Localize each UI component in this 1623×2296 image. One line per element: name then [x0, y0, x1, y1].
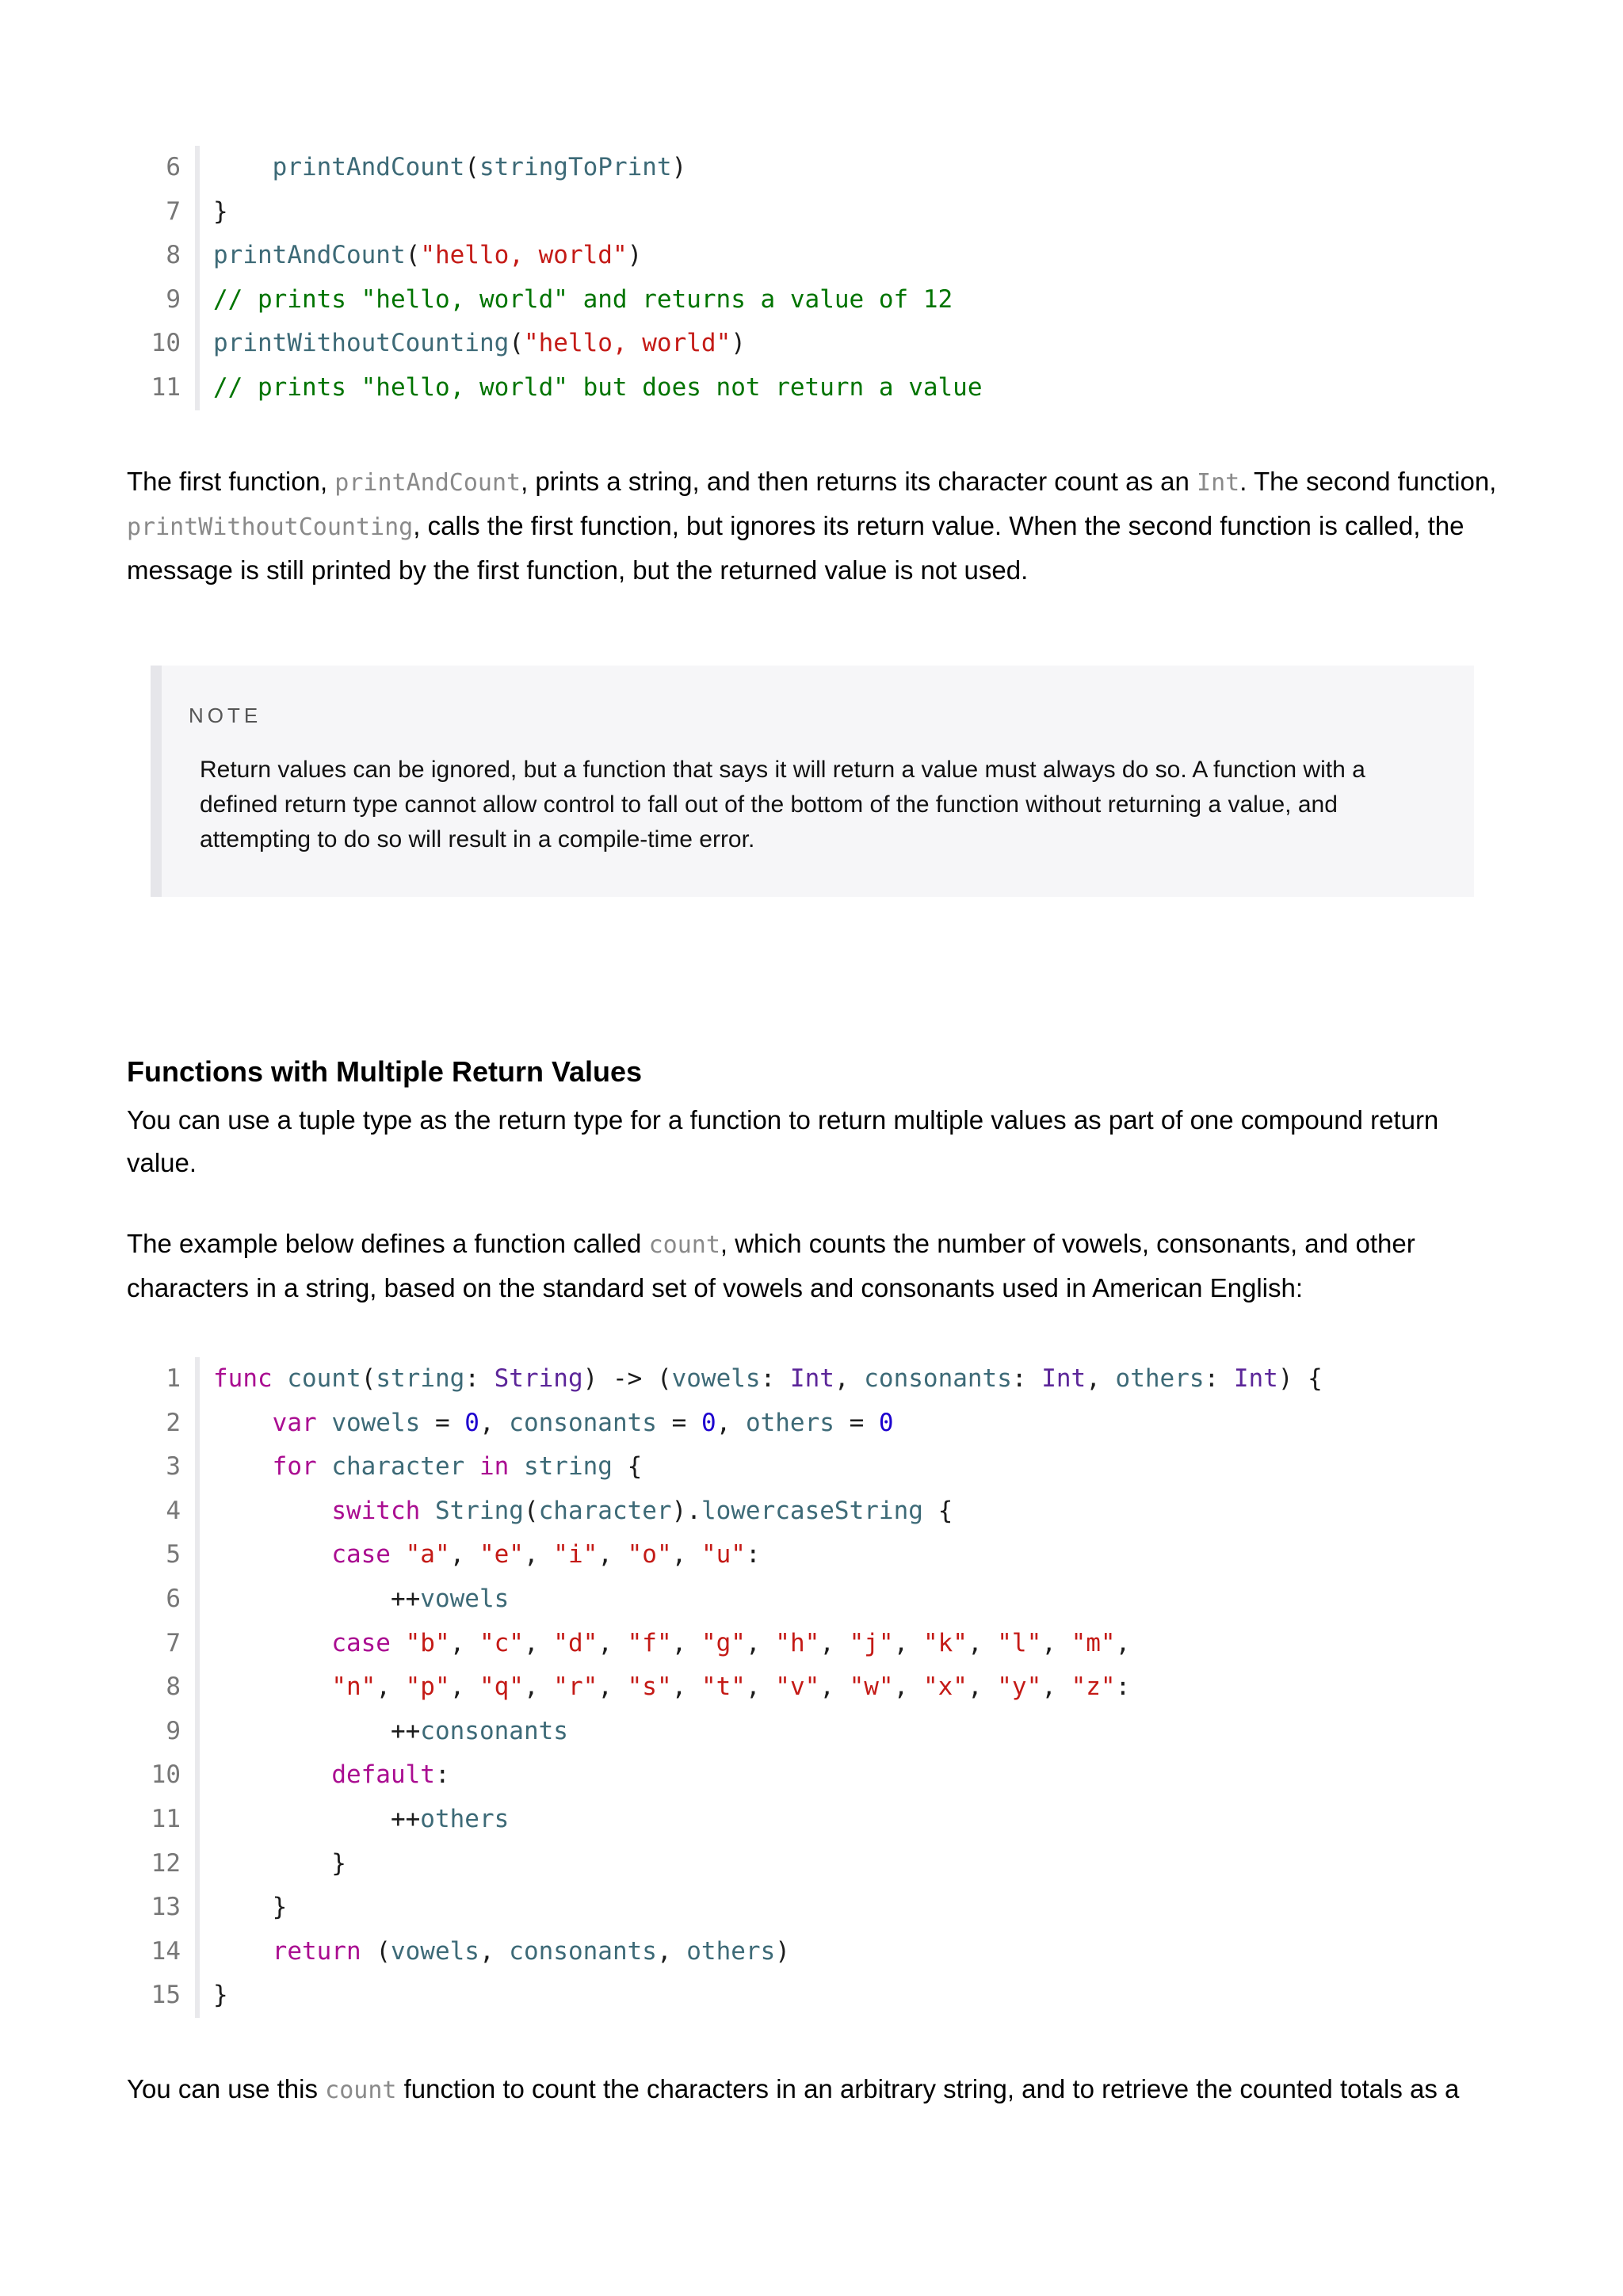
gutter-divider: [195, 1489, 200, 1534]
code-token: "a": [405, 1540, 450, 1569]
code-token: [213, 1409, 273, 1437]
code-token: [213, 1937, 273, 1966]
code-line: [127, 1402, 1522, 1446]
code-token: Int: [1041, 1364, 1086, 1393]
line-number: 2: [166, 1408, 181, 1437]
code-token: "hello, world": [523, 329, 731, 358]
code-token: :: [434, 1760, 450, 1790]
code-token: "y": [997, 1672, 1042, 1702]
code-token: "g": [701, 1628, 746, 1657]
code-token: ++: [213, 1584, 421, 1613]
line-number: 14: [151, 1936, 181, 1966]
code-token: (: [361, 1364, 376, 1393]
code-token: :: [1204, 1364, 1234, 1393]
code-token: "f": [627, 1628, 672, 1657]
code-token: [213, 1760, 331, 1789]
code-token: ,: [671, 1628, 701, 1657]
code-token: ,: [1115, 1628, 1131, 1657]
code-token: (: [405, 241, 421, 270]
code-token: "n": [331, 1672, 376, 1702]
code-token: consonants: [509, 1408, 657, 1437]
code-token: for: [272, 1452, 332, 1482]
code-token: printAndCount: [213, 241, 406, 270]
code-token: "e": [479, 1540, 524, 1569]
code-token: ,: [967, 1672, 998, 1702]
section-heading: Functions with Multiple Return Values: [127, 1055, 643, 1088]
code-token: "v": [775, 1672, 820, 1702]
code-token: vowels: [390, 1936, 479, 1966]
code-line: [127, 1577, 1522, 1622]
line-number: 8: [166, 241, 181, 270]
code-token: [213, 1540, 331, 1569]
gutter-divider: [195, 1533, 200, 1577]
code-token: printWithoutCounting: [213, 329, 510, 358]
code-token: "o": [627, 1540, 672, 1569]
code-token: [213, 1629, 331, 1657]
code-text: [213, 234, 642, 278]
code-token: ,: [893, 1672, 923, 1702]
code-line: [127, 1665, 1522, 1710]
code-token: ,: [671, 1540, 701, 1569]
code-token: others: [745, 1408, 834, 1437]
paragraph-text: function to count the characters in an arbitrary string, and to retrieve the counted totals as a: [396, 2074, 1460, 2103]
code-token: {: [922, 1496, 953, 1525]
code-token: }: [213, 196, 228, 226]
code-token: ,: [819, 1628, 850, 1657]
code-text: [213, 1930, 790, 1974]
note-label: NOTE: [189, 704, 262, 727]
code-token: "h": [775, 1628, 820, 1657]
code-text: [213, 146, 686, 190]
gutter-divider: [195, 1974, 200, 2018]
gutter-divider: [195, 234, 200, 278]
code-line: [127, 146, 1522, 190]
code-line: [127, 1533, 1522, 1577]
code-token: consonants: [509, 1936, 657, 1966]
code-line: [127, 278, 1522, 322]
code-text: [213, 1798, 509, 1842]
code-token: default: [331, 1760, 435, 1790]
code-token: "m": [1071, 1628, 1116, 1657]
code-token: "i": [553, 1540, 598, 1569]
code-text: [213, 322, 746, 366]
code-token: "hello, world": [420, 241, 628, 270]
code-token: "p": [405, 1672, 450, 1702]
code-token: vowels: [331, 1408, 421, 1437]
code-token: [213, 1452, 273, 1481]
code-token: [213, 153, 273, 181]
code-token: "w": [849, 1672, 894, 1702]
code-text: [213, 1710, 568, 1754]
inline-code: printWithoutCounting: [127, 513, 414, 541]
code-text: [213, 1753, 450, 1798]
paragraph: [127, 2068, 1514, 2112]
code-token: :: [760, 1364, 790, 1393]
code-token: }: [213, 1981, 228, 2010]
code-token: ,: [479, 1936, 510, 1966]
code-token: ,: [819, 1672, 850, 1702]
code-token: "u": [701, 1540, 746, 1569]
code-token: ,: [716, 1408, 746, 1437]
code-token: string: [523, 1452, 613, 1482]
code-token: var: [272, 1408, 332, 1437]
line-number: 3: [166, 1452, 181, 1482]
code-token: "z": [1071, 1672, 1116, 1702]
code-token: (: [523, 1496, 539, 1525]
gutter-divider: [195, 1665, 200, 1710]
paragraph: [127, 460, 1514, 592]
code-line: [127, 1886, 1522, 1930]
code-token: ).: [671, 1496, 701, 1525]
line-number: 8: [166, 1672, 181, 1702]
code-token: "x": [922, 1672, 968, 1702]
code-text: [213, 1402, 894, 1446]
code-token: case: [331, 1540, 406, 1569]
line-number: 11: [151, 372, 181, 402]
line-number: 11: [151, 1804, 181, 1833]
code-token: ,: [656, 1936, 687, 1966]
code-token: "k": [922, 1628, 968, 1657]
line-number: 15: [151, 1981, 181, 2010]
code-token: lowercaseString: [701, 1496, 923, 1525]
code-token: ,: [523, 1672, 554, 1702]
code-token: 0: [464, 1408, 479, 1437]
code-line: [127, 366, 1522, 410]
code-token: string: [376, 1364, 465, 1393]
paragraph-text: , prints a string, and then returns its character count as an: [521, 467, 1197, 496]
code-text: [213, 1489, 953, 1534]
code-line: [127, 1753, 1522, 1798]
code-token: {: [612, 1452, 643, 1482]
code-line: [127, 1710, 1522, 1754]
code-token: String: [494, 1364, 583, 1393]
code-token: case: [331, 1628, 406, 1657]
code-text: [213, 1577, 509, 1622]
paragraph-text: The example below defines a function called: [127, 1229, 649, 1258]
gutter-divider: [195, 1622, 200, 1666]
code-token: ): [671, 153, 687, 181]
gutter-divider: [195, 278, 200, 322]
code-text: [213, 1445, 642, 1489]
inline-code: printAndCount: [334, 469, 521, 497]
code-line: [127, 322, 1522, 366]
gutter-divider: [195, 1886, 200, 1930]
line-number: 13: [151, 1893, 181, 1922]
code-line: [127, 1489, 1522, 1534]
code-token: ,: [449, 1540, 479, 1569]
line-number: 10: [151, 329, 181, 358]
code-token: :: [1115, 1672, 1131, 1702]
code-token: count: [287, 1364, 361, 1393]
gutter-divider: [195, 1710, 200, 1754]
code-token: "q": [479, 1672, 524, 1702]
code-token: :: [1011, 1364, 1042, 1393]
code-token: others: [420, 1804, 510, 1833]
code-token: ,: [523, 1628, 554, 1657]
code-token: // prints "hello, world" and returns a value of 12: [213, 284, 953, 314]
code-token: (: [376, 1936, 391, 1966]
code-token: switch: [331, 1496, 435, 1525]
code-text: [213, 1974, 228, 2018]
code-token: printAndCount: [272, 153, 465, 181]
code-token: :: [745, 1540, 761, 1569]
code-token: "l": [997, 1628, 1042, 1657]
code-text: [213, 1622, 1130, 1666]
code-block: [127, 146, 1522, 410]
code-token: "s": [627, 1672, 672, 1702]
gutter-divider: [195, 1577, 200, 1622]
code-token: ,: [1041, 1628, 1071, 1657]
code-token: Int: [1233, 1364, 1278, 1393]
line-number: 4: [166, 1496, 181, 1525]
code-token: "r": [553, 1672, 598, 1702]
code-token: (: [464, 153, 479, 181]
code-token: others: [686, 1936, 776, 1966]
code-token: String: [434, 1496, 524, 1525]
gutter-divider: [195, 322, 200, 366]
code-text: [213, 1842, 346, 1886]
code-token: =: [656, 1408, 701, 1437]
code-token: ,: [523, 1540, 554, 1569]
code-token: consonants: [864, 1364, 1012, 1393]
code-token: // prints "hello, world" but does not return a value: [213, 372, 983, 402]
code-token: :: [464, 1364, 495, 1393]
code-token: stringToPrint: [479, 153, 672, 181]
code-text: [213, 366, 983, 410]
code-token: "j": [849, 1628, 894, 1657]
code-token: ,: [449, 1628, 479, 1657]
code-token: vowels: [671, 1364, 761, 1393]
paragraph-text: The first function,: [127, 467, 335, 496]
code-text: [213, 1533, 761, 1577]
code-token: ,: [745, 1672, 776, 1702]
code-token: character: [331, 1452, 465, 1482]
code-token: ,: [449, 1672, 479, 1702]
line-number: 10: [151, 1760, 181, 1790]
code-token: =: [420, 1408, 465, 1437]
gutter-divider: [195, 1445, 200, 1489]
code-token: ,: [598, 1672, 628, 1702]
code-token: ++: [213, 1804, 421, 1833]
code-token: "c": [479, 1628, 524, 1657]
code-token: ,: [479, 1408, 510, 1437]
code-token: ,: [376, 1672, 406, 1702]
code-token: }: [213, 1848, 346, 1878]
code-token: ): [731, 329, 746, 358]
code-token: return: [272, 1936, 376, 1966]
code-token: ,: [834, 1364, 865, 1393]
paragraph-text: , which counts the number of vowels, consonants, and other characters in a string, based on the standard set of vowels and consonants used in American English:: [127, 1229, 1415, 1302]
code-token: ,: [1041, 1672, 1071, 1702]
gutter-divider: [195, 1798, 200, 1842]
code-token: ,: [598, 1628, 628, 1657]
code-line: [127, 1798, 1522, 1842]
code-token: ++: [213, 1716, 421, 1745]
code-line: [127, 1622, 1522, 1666]
gutter-divider: [195, 146, 200, 190]
code-line: [127, 1357, 1522, 1402]
code-line: [127, 234, 1522, 278]
line-number: 9: [166, 1716, 181, 1745]
gutter-divider: [195, 1753, 200, 1798]
code-token: ) -> (: [582, 1364, 672, 1393]
line-number: 1: [166, 1364, 181, 1393]
code-line: [127, 1445, 1522, 1489]
code-token: in: [464, 1452, 524, 1482]
gutter-divider: [195, 1357, 200, 1402]
code-token: (: [509, 329, 524, 358]
line-number: 6: [166, 153, 181, 181]
code-token: func: [213, 1364, 288, 1393]
code-token: }: [213, 1893, 288, 1922]
code-token: ,: [893, 1628, 923, 1657]
gutter-divider: [195, 366, 200, 410]
code-token: "b": [405, 1628, 450, 1657]
code-text: [213, 278, 953, 322]
paragraph-text: You can use this: [127, 2074, 326, 2103]
code-line: [127, 1974, 1522, 2018]
code-token: ) {: [1277, 1364, 1323, 1393]
line-number: 7: [166, 1628, 181, 1657]
code-token: 0: [701, 1408, 716, 1437]
code-line: [127, 190, 1522, 235]
note-text: Return values can be ignored, but a function that says it will return a value must always do so. A function with a defined return type cannot allow control to fall out of the bottom of the function without returning a value, and attempting to do so will result in a compile-time error.: [200, 757, 1365, 852]
paragraph-text: . The second function,: [1239, 467, 1497, 496]
code-token: ,: [598, 1540, 628, 1569]
code-text: [213, 190, 228, 235]
code-line: [127, 1930, 1522, 1974]
code-line: [127, 1842, 1522, 1886]
code-token: ,: [1086, 1364, 1116, 1393]
code-token: 0: [878, 1408, 894, 1437]
code-token: ,: [671, 1672, 701, 1702]
paragraph: [127, 1222, 1514, 1310]
code-token: vowels: [420, 1584, 510, 1613]
code-token: "t": [701, 1672, 746, 1702]
inline-code: count: [325, 2077, 397, 2104]
line-number: 6: [166, 1584, 181, 1613]
gutter-divider: [195, 190, 200, 235]
code-token: ,: [967, 1628, 998, 1657]
code-text: [213, 1357, 1323, 1402]
code-token: others: [1115, 1364, 1205, 1393]
code-token: character: [538, 1496, 672, 1525]
line-number: 7: [166, 196, 181, 226]
inline-code: count: [648, 1231, 720, 1259]
gutter-divider: [195, 1402, 200, 1446]
code-token: Int: [789, 1364, 834, 1393]
paragraph-text: , calls the first function, but ignores its return value. When the second function is called, the message is still printed by the first function, but the returned value is not used.: [127, 511, 1465, 585]
code-token: =: [834, 1408, 879, 1437]
code-token: [213, 1497, 331, 1525]
gutter-divider: [195, 1842, 200, 1886]
code-token: consonants: [420, 1716, 568, 1745]
line-number: 5: [166, 1540, 181, 1569]
line-number: 12: [151, 1848, 181, 1878]
gutter-divider: [195, 1930, 200, 1974]
code-text: [213, 1886, 287, 1930]
code-token: ,: [745, 1628, 776, 1657]
inline-code: Int: [1197, 469, 1240, 497]
code-token: ): [627, 241, 643, 270]
code-block: [127, 1357, 1522, 2018]
code-token: "d": [553, 1628, 598, 1657]
code-token: ): [775, 1936, 790, 1966]
line-number: 9: [166, 284, 181, 314]
section-intro: You can use a tuple type as the return type for a function to return multiple values as part of one compound return value.: [127, 1105, 1439, 1177]
code-text: [213, 1665, 1130, 1710]
code-token: [213, 1672, 331, 1701]
